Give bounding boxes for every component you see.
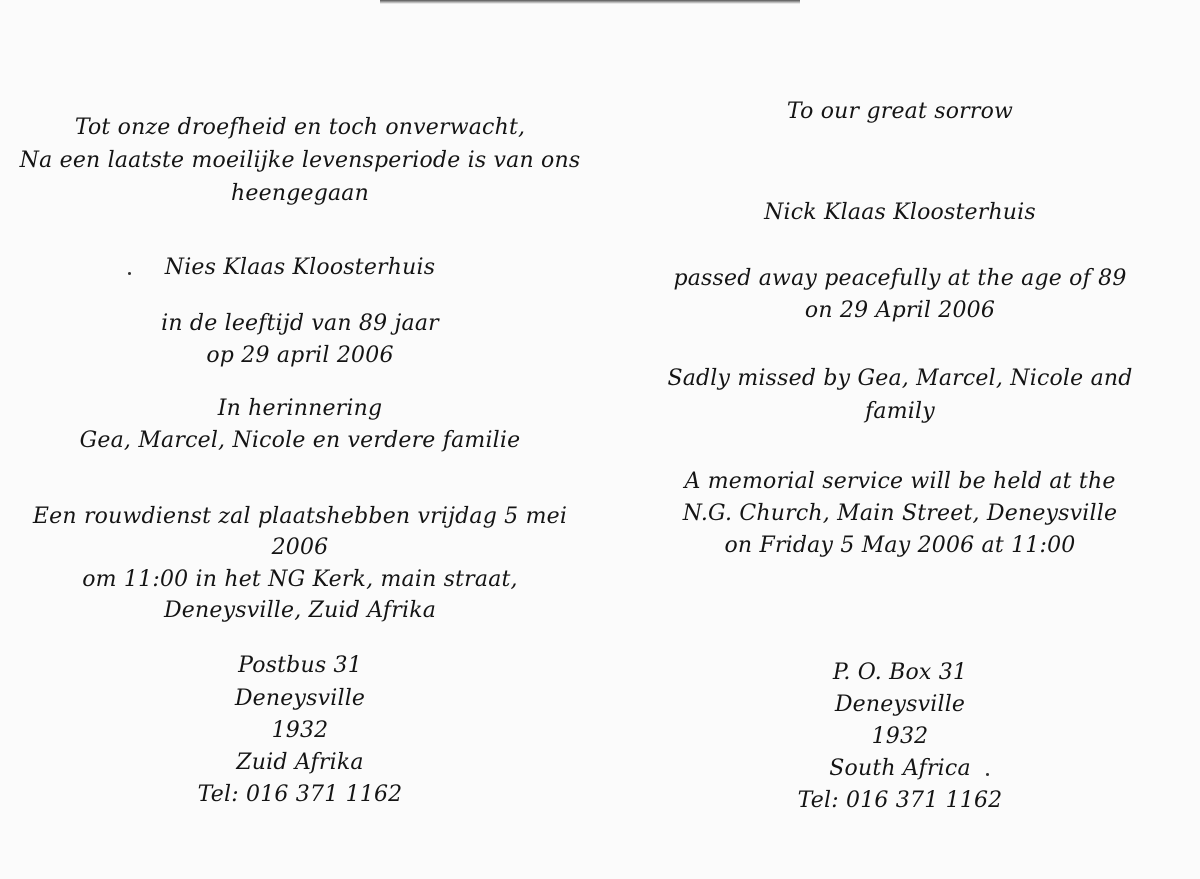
address-line-3: 1932 (271, 718, 329, 743)
scan-speck (986, 773, 989, 776)
service-line-2: N.G. Church, Main Street, Deneysville (682, 501, 1118, 526)
deceased-name: Nick Klaas Kloosterhuis (764, 200, 1036, 225)
phone-line: Tel: 016 371 1162 (197, 782, 403, 807)
service-line-1: Een rouwdienst zal plaatshebben vrijdag 5 mei (32, 504, 568, 529)
opening-line-3: heengegaan (231, 181, 369, 206)
address-line-1: Postbus 31 (238, 653, 362, 678)
memory-line-1: In herinnering (217, 396, 383, 421)
address-line-3: 1932 (871, 724, 929, 749)
address-line-4: South Africa (829, 756, 971, 781)
address-line-2: Deneysville (234, 686, 366, 711)
passing-line-1: passed away peacefully at the age of 89 (673, 266, 1127, 291)
missed-by-line-1: Sadly missed by Gea, Marcel, Nicole and (667, 366, 1133, 391)
address-line-1: P. O. Box 31 (832, 660, 968, 685)
service-line-4: Deneysville, Zuid Afrika (163, 598, 437, 623)
opening-line: To our great sorrow (786, 99, 1014, 124)
service-line-3: on Friday 5 May 2006 at 11:00 (724, 533, 1076, 558)
passing-line-2: on 29 April 2006 (804, 298, 996, 323)
date-line: op 29 april 2006 (206, 343, 394, 368)
opening-line-2: Na een laatste moeilijke levensperiode is van ons (19, 148, 581, 173)
deceased-name: Nies Klaas Kloosterhuis (164, 255, 436, 280)
service-line-3: om 11:00 in het NG Kerk, main straat, (82, 567, 518, 592)
age-line: in de leeftijd van 89 jaar (161, 311, 439, 336)
address-line-4: Zuid Afrika (236, 750, 364, 775)
english-card (600, 0, 1200, 879)
service-line-2: 2006 (271, 535, 329, 560)
opening-line-1: Tot onze droefheid en toch onverwacht, (74, 115, 526, 140)
service-line-1: A memorial service will be held at the (684, 469, 1116, 494)
phone-line: Tel: 016 371 1162 (797, 788, 1003, 813)
missed-by-line-2: family (865, 399, 935, 424)
memory-line-2: Gea, Marcel, Nicole en verdere familie (79, 428, 521, 453)
address-line-2: Deneysville (834, 692, 966, 717)
